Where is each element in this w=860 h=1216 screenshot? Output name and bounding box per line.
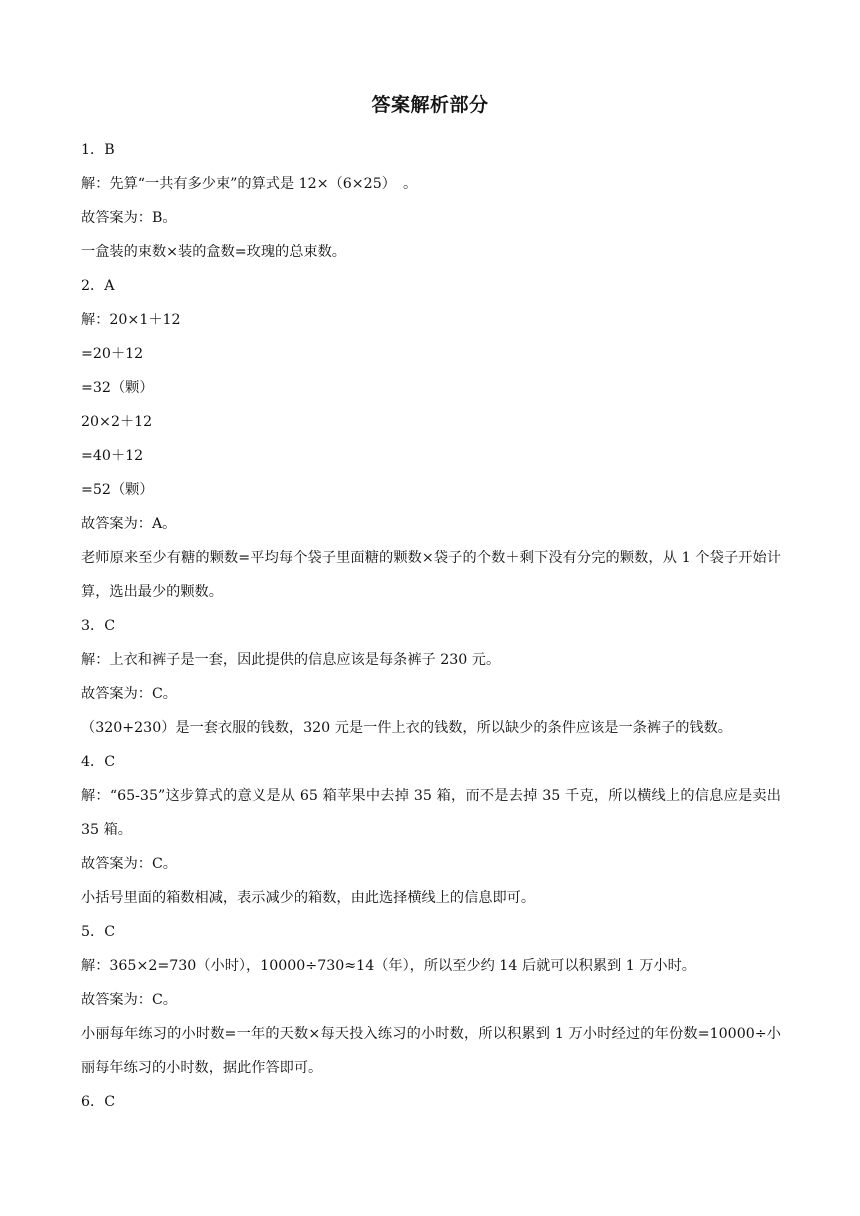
q2-solution-step: =32（颗） — [81, 380, 154, 396]
q2-solution-step: 解：20×1＋12 — [81, 312, 181, 328]
q2-answer: 2．A — [81, 278, 115, 294]
q5-answer: 5．C — [81, 924, 116, 940]
q3-solution: 解：上衣和裤子是一套，因此提供的信息应该是每条裤子 230 元。 — [81, 652, 501, 668]
page-title: 答案解析部分 — [371, 94, 489, 116]
q4-answer: 4．C — [81, 754, 116, 770]
q2-conclusion: 故答案为：A。 — [81, 516, 177, 532]
q1-analysis: 一盒装的束数×装的盒数=玫瑰的总束数。 — [81, 244, 346, 260]
answer-content — [81, 133, 781, 1119]
q3-answer: 3．C — [81, 618, 116, 634]
q1-answer: 1．B — [81, 142, 115, 158]
q1-solution: 解：先算“一共有多少束”的算式是 12×（6×25） 。 — [81, 176, 418, 192]
q1-conclusion: 故答案为：B。 — [81, 210, 177, 226]
q5-analysis: 小丽每年练习的小时数=一年的天数×每天投入练习的小时数，所以积累到 1 万小时经过的年份数=10000÷小丽每年练习的小时数，据此作答即可。 — [81, 1026, 781, 1076]
q2-solution-step: =52（颗） — [81, 482, 154, 498]
q2-analysis: 老师原来至少有糖的颗数=平均每个袋子里面糖的颗数×袋子的个数＋剩下没有分完的颗数，从 1 个袋子开始计算，选出最少的颗数。 — [81, 550, 781, 600]
q6-answer: 6．C — [81, 1094, 116, 1110]
q2-solution-step: 20×2＋12 — [81, 414, 153, 430]
q2-solution-step: =40＋12 — [81, 448, 144, 464]
q4-analysis: 小括号里面的箱数相减，表示减少的箱数，由此选择横线上的信息即可。 — [81, 890, 536, 906]
q3-analysis: （320+230）是一套衣服的钱数，320 元是一件上衣的钱数，所以缺少的条件应该是一条裤子的钱数。 — [81, 720, 732, 736]
q4-solution: 解：“65-35”这步算式的意义是从 65 箱苹果中去掉 35 箱，而不是去掉 35 千克，所以横线上的信息应是卖出 35 箱。 — [81, 788, 781, 838]
q4-conclusion: 故答案为：C。 — [81, 856, 177, 872]
q5-conclusion: 故答案为：C。 — [81, 992, 177, 1008]
q2-solution-step: =20＋12 — [81, 346, 144, 362]
q5-solution: 解：365×2=730（小时），10000÷730≈14（年），所以至少约 14 后就可以积累到 1 万小时。 — [81, 958, 696, 974]
q3-conclusion: 故答案为：C。 — [81, 686, 177, 702]
